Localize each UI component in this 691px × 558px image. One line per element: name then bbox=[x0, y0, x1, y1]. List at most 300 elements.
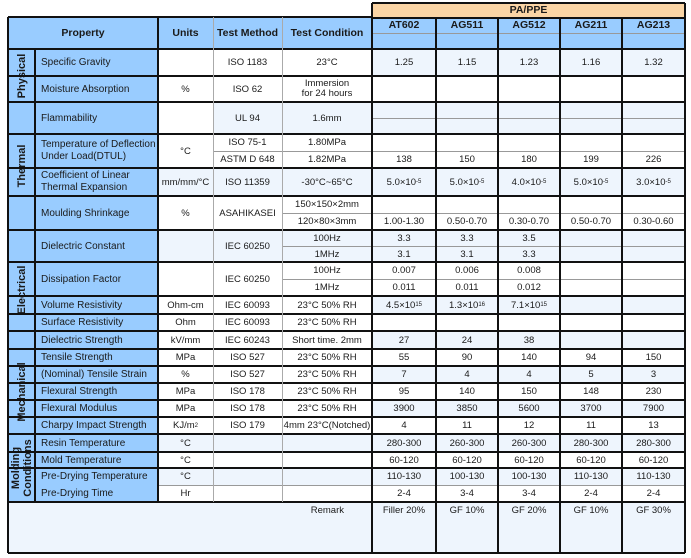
row-divider bbox=[8, 451, 685, 453]
value-cell-ag512: 5600 bbox=[498, 400, 560, 417]
value-cell-ag213: 13 bbox=[622, 417, 685, 434]
units-text: mm/mm/°C bbox=[161, 176, 210, 188]
column-divider bbox=[371, 3, 373, 553]
test-condition-cell bbox=[282, 434, 372, 452]
value-cell-ag511 bbox=[436, 314, 498, 331]
units-cell bbox=[158, 230, 213, 262]
row-divider bbox=[372, 33, 685, 34]
header-grade-blank bbox=[498, 33, 560, 49]
value-cell-ag512: 1.23 bbox=[498, 49, 560, 76]
property-label-surface_resistivity bbox=[35, 314, 158, 331]
category-label-line-1: Molding bbox=[9, 446, 22, 490]
property-name: Mold Temperature bbox=[41, 454, 122, 466]
property-label-dissipation_factor bbox=[35, 262, 158, 296]
units-cell bbox=[158, 366, 213, 383]
column-divider bbox=[157, 17, 159, 502]
condition-line-2: for 24 hours bbox=[301, 88, 353, 99]
test-condition-cell: 1.82MPa bbox=[282, 151, 372, 168]
value-cell-ag211 bbox=[560, 134, 622, 151]
test-condition-cell: 23°C bbox=[282, 49, 372, 76]
value-cell-at602 bbox=[372, 76, 436, 102]
row-divider bbox=[8, 195, 685, 197]
value-cell-at602: 138 bbox=[372, 151, 436, 168]
property-name: Specific Gravity bbox=[41, 57, 111, 68]
value-cell-ag512: 38 bbox=[498, 331, 560, 349]
value-cell-ag213 bbox=[622, 331, 685, 349]
value-mantissa: 5.0×10 bbox=[386, 176, 416, 188]
property-name: Flexural Modulus bbox=[41, 403, 118, 414]
value-cell-ag211: 60-120 bbox=[560, 452, 622, 468]
value-cell-ag211: 3700 bbox=[560, 400, 622, 417]
value-cell-ag211: 148 bbox=[560, 383, 622, 400]
row-divider bbox=[282, 213, 685, 214]
column-divider bbox=[559, 18, 561, 553]
units-text: Ohm bbox=[175, 317, 196, 328]
property-name: Dissipation Factor bbox=[41, 273, 122, 285]
header-grade-blank bbox=[372, 33, 436, 49]
value-cell-at602: 3.3 bbox=[372, 230, 436, 246]
value-cell-at602 bbox=[372, 134, 436, 151]
test-method-cell: ISO 179 bbox=[213, 417, 282, 434]
property-name: Flammability bbox=[41, 112, 98, 124]
value-cell-ag213 bbox=[622, 196, 685, 213]
value-cell-at602: 0.007 bbox=[372, 262, 436, 279]
value-cell-ag511: 1.15 bbox=[436, 49, 498, 76]
units-cell bbox=[158, 49, 213, 76]
value-cell-ag211 bbox=[560, 230, 622, 246]
value-cell-ag512: 0.012 bbox=[498, 279, 560, 296]
condition-line-1: Immersion bbox=[304, 78, 350, 89]
value-cell-ag211 bbox=[560, 246, 622, 262]
value-cell-ag512 bbox=[498, 134, 560, 151]
remark-cell-ag213: GF 30% bbox=[622, 502, 685, 552]
test-condition-cell bbox=[282, 452, 372, 468]
property-name: Pre-Drying Time bbox=[41, 488, 114, 499]
units-text: % bbox=[181, 83, 190, 95]
category-label-text: Thermal bbox=[15, 144, 28, 188]
value-cell-at602: 4.5×10 15 bbox=[372, 296, 436, 314]
value-cell-ag211 bbox=[560, 296, 622, 314]
property-label-moisture bbox=[35, 76, 158, 102]
value-cell-ag512: 3-4 bbox=[498, 485, 560, 502]
property-label-predry_temp bbox=[35, 468, 158, 485]
value-cell-ag512: 3.5 bbox=[498, 230, 560, 246]
units-cell: KJ/m 2 bbox=[158, 417, 213, 434]
value-cell-ag213 bbox=[622, 230, 685, 246]
test-condition-cell: 23°C 50% RH bbox=[282, 366, 372, 383]
test-condition-cell: 100Hz bbox=[282, 262, 372, 279]
units-text: % bbox=[181, 369, 190, 380]
column-divider bbox=[621, 18, 623, 553]
units-text: MPa bbox=[175, 352, 196, 363]
units-text: Ohm-cm bbox=[167, 299, 204, 311]
value-cell-ag211 bbox=[560, 314, 622, 331]
value-cell-ag211: 5 bbox=[560, 366, 622, 383]
value-cell-ag512 bbox=[498, 76, 560, 102]
value-cell-at602: 7 bbox=[372, 366, 436, 383]
value-mantissa: 5.0×10 bbox=[449, 176, 479, 188]
value-cell-ag511: 3.3 bbox=[436, 230, 498, 246]
units-cell bbox=[158, 452, 213, 468]
header-grade-ag512: AG512 bbox=[498, 18, 560, 33]
test-condition-cell: 100Hz bbox=[282, 230, 372, 246]
category-label bbox=[16, 265, 28, 314]
remark-cell-at602: Filler 20% bbox=[372, 502, 436, 552]
value-mantissa: 1.3×10 bbox=[448, 299, 479, 311]
value-cell-ag511: 90 bbox=[436, 349, 498, 366]
units-text: Hr bbox=[180, 488, 191, 499]
value-cell-ag213: 3.0×10 -5 bbox=[622, 168, 685, 196]
value-cell-ag211: 5.0×10 -5 bbox=[560, 168, 622, 196]
units-text: MPa bbox=[175, 403, 196, 414]
value-cell-ag211: 2-4 bbox=[560, 485, 622, 502]
row-divider bbox=[8, 16, 372, 18]
test-condition-cell: 1MHz bbox=[282, 279, 372, 296]
test-condition-cell: 23°C 50% RH bbox=[282, 349, 372, 366]
value-cell-ag211: 110-130 bbox=[560, 468, 622, 485]
value-mantissa: 7.1×10 bbox=[510, 299, 541, 311]
test-method-cell: IEC 60250 bbox=[213, 230, 282, 262]
property-label-clte bbox=[35, 168, 158, 196]
value-cell-ag511: 0.50-0.70 bbox=[436, 213, 498, 230]
category-label-line-2: Conditions bbox=[21, 439, 34, 497]
row-divider bbox=[8, 133, 685, 135]
value-cell-ag512: 12 bbox=[498, 417, 560, 434]
test-condition-cell: 1.6mm bbox=[282, 102, 372, 134]
property-name bbox=[41, 170, 130, 194]
test-method-cell: ISO 11359 bbox=[213, 168, 282, 196]
value-cell-ag213 bbox=[622, 296, 685, 314]
units-cell bbox=[158, 102, 213, 134]
test-method-cell: IEC 60093 bbox=[213, 296, 282, 314]
value-cell-at602: 5.0×10 -5 bbox=[372, 168, 436, 196]
category-thermal bbox=[8, 102, 35, 230]
property-label-flexural_strength bbox=[35, 383, 158, 400]
value-cell-ag213: 0.30-0.60 bbox=[622, 213, 685, 230]
value-cell-ag211 bbox=[560, 262, 622, 279]
test-method-cell: ISO 62 bbox=[213, 76, 282, 102]
units-cell bbox=[158, 485, 213, 502]
value-cell-ag213: 3 bbox=[622, 366, 685, 383]
row-divider bbox=[8, 261, 685, 263]
property-name-line-1: Coefficient of Linear bbox=[41, 170, 130, 181]
value-cell-at602: 3.1 bbox=[372, 246, 436, 262]
test-condition-cell: 23°C 50% RH bbox=[282, 400, 372, 417]
test-method-cell bbox=[213, 434, 282, 452]
test-method-cell: ISO 178 bbox=[213, 400, 282, 417]
value-cell-ag211 bbox=[560, 196, 622, 213]
row-divider bbox=[8, 313, 685, 315]
value-cell-ag213 bbox=[622, 262, 685, 279]
value-cell-ag511: 24 bbox=[436, 331, 498, 349]
units-cell bbox=[158, 400, 213, 417]
test-method-cell bbox=[213, 468, 282, 485]
category-label-text: Physical bbox=[15, 53, 28, 98]
value-cell-ag213: 60-120 bbox=[622, 452, 685, 468]
row-divider bbox=[213, 151, 685, 152]
value-cell-ag511: 140 bbox=[436, 383, 498, 400]
value-cell-ag512: 3.3 bbox=[498, 246, 560, 262]
property-name: Tensile Strength bbox=[41, 352, 113, 363]
test-condition-cell: 120×80×3mm bbox=[282, 213, 372, 230]
units-text: °C bbox=[180, 471, 191, 482]
row-divider bbox=[158, 485, 685, 486]
value-cell-ag511 bbox=[436, 134, 498, 151]
column-divider bbox=[213, 17, 214, 502]
test-condition-cell: 1MHz bbox=[282, 246, 372, 262]
units-cell bbox=[158, 331, 213, 349]
units-text: kV/mm bbox=[170, 334, 201, 346]
property-name: Resin Temperature bbox=[41, 437, 126, 449]
category-label bbox=[16, 362, 28, 421]
value-cell-at602 bbox=[372, 196, 436, 213]
property-label-flexural_modulus bbox=[35, 400, 158, 417]
value-cell-ag512: 4.0×10 -5 bbox=[498, 168, 560, 196]
remark-cell-ag211: GF 10% bbox=[560, 502, 622, 552]
test-method-cell: IEC 60093 bbox=[213, 314, 282, 331]
property-name: Flexural Strength bbox=[41, 386, 118, 397]
row-divider bbox=[282, 279, 685, 280]
header-grade-ag511: AG511 bbox=[436, 18, 498, 33]
test-method-cell: IEC 60243 bbox=[213, 331, 282, 349]
header-grade-at602: AT602 bbox=[372, 18, 436, 33]
units-cell bbox=[158, 383, 213, 400]
column-divider bbox=[34, 49, 36, 502]
column-divider bbox=[282, 17, 283, 502]
property-label-tensile_strength bbox=[35, 349, 158, 366]
category-label-text: Mechanical bbox=[15, 361, 28, 422]
value-cell-ag512: 60-120 bbox=[498, 452, 560, 468]
value-cell-ag213: 110-130 bbox=[622, 468, 685, 485]
row-divider bbox=[8, 399, 685, 401]
category-label bbox=[16, 145, 28, 188]
property-label-resin_temp bbox=[35, 434, 158, 452]
value-cell-ag511: 3.1 bbox=[436, 246, 498, 262]
property-label-shrinkage bbox=[35, 196, 158, 230]
test-condition-cell: 4mm 23°C(Notched) bbox=[282, 417, 372, 434]
property-label-dielectric_constant bbox=[35, 230, 158, 262]
test-condition-cell: -30°C~65°C bbox=[282, 168, 372, 196]
column-divider bbox=[7, 17, 9, 553]
test-condition-cell bbox=[282, 485, 372, 502]
value-cell-ag512: 4 bbox=[498, 366, 560, 383]
value-cell-ag211: 199 bbox=[560, 151, 622, 168]
value-mantissa: 3.0×10 bbox=[636, 176, 666, 188]
value-cell-at602: 1.25 bbox=[372, 49, 436, 76]
value-cell-at602: 4 bbox=[372, 417, 436, 434]
units-cell bbox=[158, 76, 213, 102]
value-cell-at602 bbox=[372, 314, 436, 331]
units-cell bbox=[158, 196, 213, 230]
property-name: Dielectric Constant bbox=[41, 240, 125, 252]
property-label-dielectric_strength bbox=[35, 331, 158, 349]
value-cell-ag511: 3-4 bbox=[436, 485, 498, 502]
value-cell-ag211 bbox=[560, 76, 622, 102]
value-cell-at602: 27 bbox=[372, 331, 436, 349]
row-divider bbox=[8, 48, 685, 50]
value-cell-at602: 280-300 bbox=[372, 434, 436, 452]
header-grade-blank bbox=[560, 33, 622, 49]
property-label-mold_temp bbox=[35, 452, 158, 468]
value-cell-at602: 1.00-1.30 bbox=[372, 213, 436, 230]
property-label-volume_resistivity bbox=[35, 296, 158, 314]
units-cell bbox=[158, 296, 213, 314]
property-name: Pre-Drying Temperature bbox=[41, 471, 148, 482]
value-cell-ag511: 60-120 bbox=[436, 452, 498, 468]
property-label-tensile_strain bbox=[35, 366, 158, 383]
row-divider bbox=[8, 552, 685, 554]
row-divider bbox=[8, 167, 685, 169]
value-cell-ag512 bbox=[498, 314, 560, 331]
property-label-flammability bbox=[35, 102, 158, 134]
value-cell-ag213: 7900 bbox=[622, 400, 685, 417]
test-condition-cell bbox=[282, 468, 372, 485]
header-property: Property bbox=[8, 17, 158, 49]
row-divider bbox=[8, 101, 685, 103]
units-text: °C bbox=[180, 454, 191, 466]
value-cell-ag511: 11 bbox=[436, 417, 498, 434]
units-cell bbox=[158, 314, 213, 331]
value-cell-ag213: 280-300 bbox=[622, 434, 685, 452]
value-cell-at602: 55 bbox=[372, 349, 436, 366]
property-label-charpy bbox=[35, 417, 158, 434]
test-condition-cell: Short time. 2mm bbox=[282, 331, 372, 349]
property-label-dtul bbox=[35, 134, 158, 168]
remark-cell-ag511: GF 10% bbox=[436, 502, 498, 552]
test-method-cell: UL 94 bbox=[213, 102, 282, 134]
test-condition-cell bbox=[282, 76, 372, 102]
value-mantissa: 4.0×10 bbox=[511, 176, 541, 188]
value-cell-ag512: 180 bbox=[498, 151, 560, 168]
value-cell-ag512: 140 bbox=[498, 349, 560, 366]
row-divider bbox=[8, 501, 685, 503]
row-divider bbox=[372, 17, 685, 19]
units-cell bbox=[158, 134, 213, 168]
property-name: Moulding Shrinkage bbox=[41, 207, 130, 219]
value-cell-ag213 bbox=[622, 246, 685, 262]
value-cell-ag511: 260-300 bbox=[436, 434, 498, 452]
row-divider bbox=[8, 416, 685, 418]
value-cell-ag511: 5.0×10 -5 bbox=[436, 168, 498, 196]
value-cell-at602: 2-4 bbox=[372, 485, 436, 502]
value-cell-ag211: 280-300 bbox=[560, 434, 622, 452]
value-cell-ag511: 0.006 bbox=[436, 262, 498, 279]
value-cell-ag213: 230 bbox=[622, 383, 685, 400]
property-label-specific_gravity bbox=[35, 49, 158, 76]
test-method-cell: ISO 75-1 bbox=[213, 134, 282, 151]
value-cell-ag213: 2-4 bbox=[622, 485, 685, 502]
test-method-cell: IEC 60250 bbox=[213, 262, 282, 296]
units-text: % bbox=[181, 207, 190, 219]
value-cell-at602: 60-120 bbox=[372, 452, 436, 468]
category-mechanical bbox=[8, 349, 35, 434]
value-cell-ag211: 1.16 bbox=[560, 49, 622, 76]
value-cell-ag213 bbox=[622, 279, 685, 296]
value-cell-ag511: 4 bbox=[436, 366, 498, 383]
units-cell bbox=[158, 262, 213, 296]
group-header-pa-ppe: PA/PPE bbox=[372, 3, 685, 18]
value-cell-ag211: 94 bbox=[560, 349, 622, 366]
test-condition-cell: 150×150×2mm bbox=[282, 196, 372, 213]
remark-cell-ag512: GF 20% bbox=[498, 502, 560, 552]
remark-label-cell bbox=[8, 502, 372, 552]
header-grade-ag211: AG211 bbox=[560, 18, 622, 33]
test-condition-text bbox=[302, 79, 353, 99]
value-cell-ag511: 150 bbox=[436, 151, 498, 168]
property-name: Charpy Impact Strength bbox=[41, 420, 147, 431]
property-name: Dielectric Strength bbox=[41, 334, 123, 346]
value-cell-at602: 3900 bbox=[372, 400, 436, 417]
category-label-text: Electrical bbox=[15, 265, 28, 314]
row-divider bbox=[8, 382, 685, 384]
value-cell-ag211: 11 bbox=[560, 417, 622, 434]
column-divider bbox=[684, 3, 686, 553]
units-text: °C bbox=[180, 145, 191, 157]
column-divider bbox=[497, 18, 499, 553]
row-divider bbox=[372, 2, 685, 4]
property-name bbox=[41, 139, 156, 163]
test-method-cell: ISO 527 bbox=[213, 366, 282, 383]
property-label-predry_time bbox=[35, 485, 158, 502]
value-cell-ag213: 226 bbox=[622, 151, 685, 168]
value-cell-ag213 bbox=[622, 134, 685, 151]
test-condition-cell: 23°C 50% RH bbox=[282, 296, 372, 314]
units-base: KJ/m bbox=[173, 420, 195, 431]
units-cell bbox=[158, 434, 213, 452]
value-cell-ag512: 100-130 bbox=[498, 468, 560, 485]
property-name: (Nominal) Tensile Strain bbox=[41, 369, 147, 380]
header-test-condition: Test Condition bbox=[282, 17, 372, 49]
property-name-line-2: Thermal Expansion bbox=[41, 182, 128, 193]
row-divider bbox=[8, 467, 685, 469]
value-cell-ag213: 150 bbox=[622, 349, 685, 366]
column-divider bbox=[435, 18, 437, 553]
value-cell-ag211: 0.50-0.70 bbox=[560, 213, 622, 230]
property-name-line-2: Under Load(DTUL) bbox=[41, 151, 127, 162]
test-method-cell bbox=[213, 485, 282, 502]
test-condition-cell: 23°C 50% RH bbox=[282, 383, 372, 400]
property-name: Moisture Absorption bbox=[41, 83, 130, 95]
value-cell-at602: 95 bbox=[372, 383, 436, 400]
value-cell-ag512 bbox=[498, 196, 560, 213]
row-divider bbox=[8, 229, 685, 231]
test-method-cell: ISO 527 bbox=[213, 349, 282, 366]
row-divider bbox=[8, 330, 685, 332]
property-name: Surface Resistivity bbox=[41, 317, 124, 328]
row-divider bbox=[8, 348, 685, 350]
value-cell-ag213: 1.32 bbox=[622, 49, 685, 76]
value-mantissa: 4.5×10 bbox=[385, 299, 416, 311]
value-cell-ag213 bbox=[622, 76, 685, 102]
value-cell-ag512: 260-300 bbox=[498, 434, 560, 452]
header-grade-blank bbox=[436, 33, 498, 49]
property-name: Volume Resistivity bbox=[41, 299, 123, 311]
value-cell-ag511 bbox=[436, 76, 498, 102]
row-divider bbox=[372, 118, 685, 119]
value-cell-at602: 0.011 bbox=[372, 279, 436, 296]
property-name-line-1: Temperature of Deflection bbox=[41, 139, 156, 150]
header-grade-blank bbox=[622, 33, 685, 49]
value-cell-ag213 bbox=[622, 314, 685, 331]
value-cell-ag512: 150 bbox=[498, 383, 560, 400]
remark-label: Remark bbox=[310, 505, 344, 516]
row-divider bbox=[8, 433, 685, 435]
units-cell bbox=[158, 168, 213, 196]
test-condition-cell: 23°C 50% RH bbox=[282, 314, 372, 331]
test-method-cell: ASAHIKASEI bbox=[213, 196, 282, 230]
value-mantissa: 5.0×10 bbox=[573, 176, 603, 188]
value-cell-at602: 110-130 bbox=[372, 468, 436, 485]
